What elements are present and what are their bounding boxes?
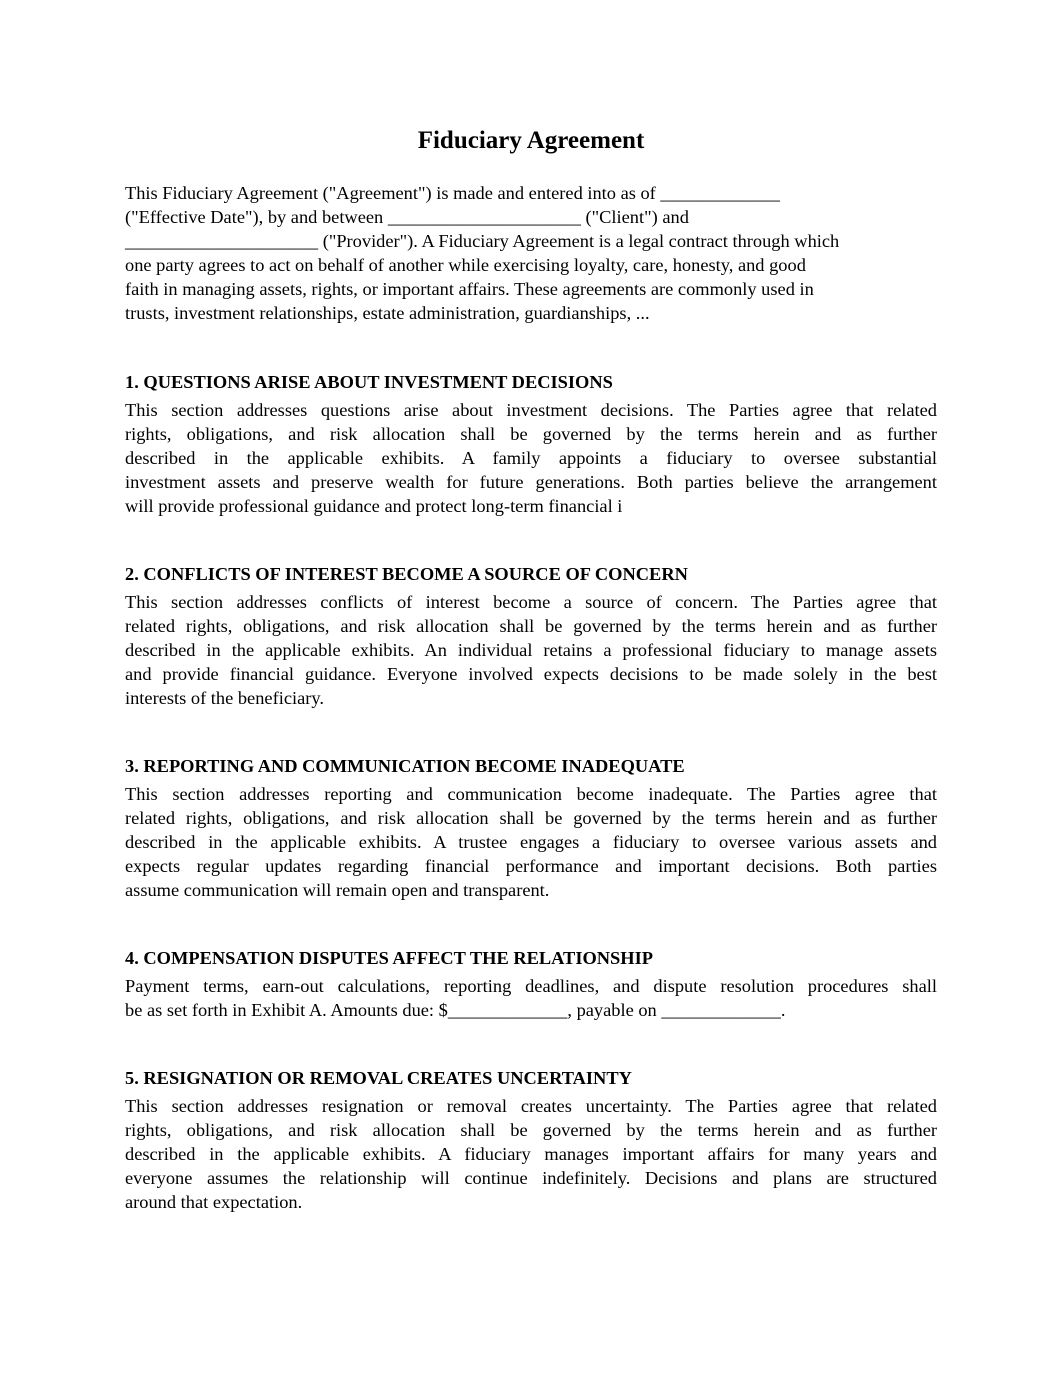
section-line: interests of the beneficiary. bbox=[125, 688, 324, 708]
section-3-heading: 3. REPORTING AND COMMUNICATION BECOME INADEQUATE bbox=[125, 756, 685, 776]
intro-line: trusts, investment relationships, estate administration, guardianships, ... bbox=[125, 303, 650, 323]
section-line: described in the applicable exhibits. A trustee engages a fiduciary to oversee various assets and bbox=[125, 832, 937, 852]
intro-line: This Fiduciary Agreement ("Agreement") is made and entered into as of _____________ bbox=[125, 183, 780, 203]
section-line: assume communication will remain open and transparent. bbox=[125, 880, 550, 900]
section-line: expects regular updates regarding financial performance and important decisions. Both parties bbox=[125, 856, 937, 876]
section-line: This section addresses questions arise about investment decisions. The Parties agree that related bbox=[125, 400, 937, 420]
section-line: will provide professional guidance and protect long-term financial i bbox=[125, 496, 623, 516]
section-2-body bbox=[125, 590, 937, 710]
section-line: described in the applicable exhibits. A fiduciary manages important affairs for many years and bbox=[125, 1144, 937, 1164]
section-line: everyone assumes the relationship will continue indefinitely. Decisions and plans are structured bbox=[125, 1168, 937, 1188]
section-line: This section addresses reporting and communication become inadequate. The Parties agree that bbox=[125, 784, 937, 804]
section-line: related rights, obligations, and risk allocation shall be governed by the terms herein and as further bbox=[125, 616, 937, 636]
intro-line: one party agrees to act on behalf of another while exercising loyalty, care, honesty, and good bbox=[125, 255, 806, 275]
section-line: be as set forth in Exhibit A. Amounts due: $_____________, payable on _____________. bbox=[125, 1000, 786, 1020]
intro-line: faith in managing assets, rights, or important affairs. These agreements are commonly used in bbox=[125, 279, 814, 299]
intro-line: ("Effective Date"), by and between _____________________ ("Client") and bbox=[125, 207, 689, 227]
section-line: Payment terms, earn-out calculations, reporting deadlines, and dispute resolution procedures shall bbox=[125, 976, 937, 996]
section-5-heading: 5. RESIGNATION OR REMOVAL CREATES UNCERTAINTY bbox=[125, 1068, 632, 1088]
section-line: around that expectation. bbox=[125, 1192, 303, 1212]
section-1-heading: 1. QUESTIONS ARISE ABOUT INVESTMENT DECISIONS bbox=[125, 372, 613, 392]
section-line: described in the applicable exhibits. An individual retains a professional fiduciary to manage assets bbox=[125, 640, 937, 660]
document-title: Fiduciary Agreement bbox=[417, 127, 645, 154]
section-2-heading: 2. CONFLICTS OF INTEREST BECOME A SOURCE OF CONCERN bbox=[125, 564, 688, 584]
section-3-body bbox=[125, 782, 937, 902]
section-1-body bbox=[125, 398, 937, 518]
section-line: and provide financial guidance. Everyone involved expects decisions to be made solely in the best bbox=[125, 664, 937, 684]
section-4-body bbox=[125, 974, 937, 1022]
section-line: rights, obligations, and risk allocation shall be governed by the terms herein and as further bbox=[125, 424, 937, 444]
section-line: described in the applicable exhibits. A family appoints a fiduciary to oversee substantial bbox=[125, 448, 937, 468]
intro-paragraph bbox=[125, 181, 937, 325]
section-5-body bbox=[125, 1094, 937, 1214]
section-4-heading: 4. COMPENSATION DISPUTES AFFECT THE RELATIONSHIP bbox=[125, 948, 653, 968]
section-line: This section addresses resignation or removal creates uncertainty. The Parties agree that related bbox=[125, 1096, 937, 1116]
section-line: related rights, obligations, and risk allocation shall be governed by the terms herein and as further bbox=[125, 808, 937, 828]
section-line: rights, obligations, and risk allocation shall be governed by the terms herein and as further bbox=[125, 1120, 937, 1140]
section-line: This section addresses conflicts of interest become a source of concern. The Parties agree that bbox=[125, 592, 937, 612]
intro-line: _____________________ ("Provider"). A Fiduciary Agreement is a legal contract through which bbox=[125, 231, 840, 251]
section-line: investment assets and preserve wealth for future generations. Both parties believe the arrangement bbox=[125, 472, 937, 492]
